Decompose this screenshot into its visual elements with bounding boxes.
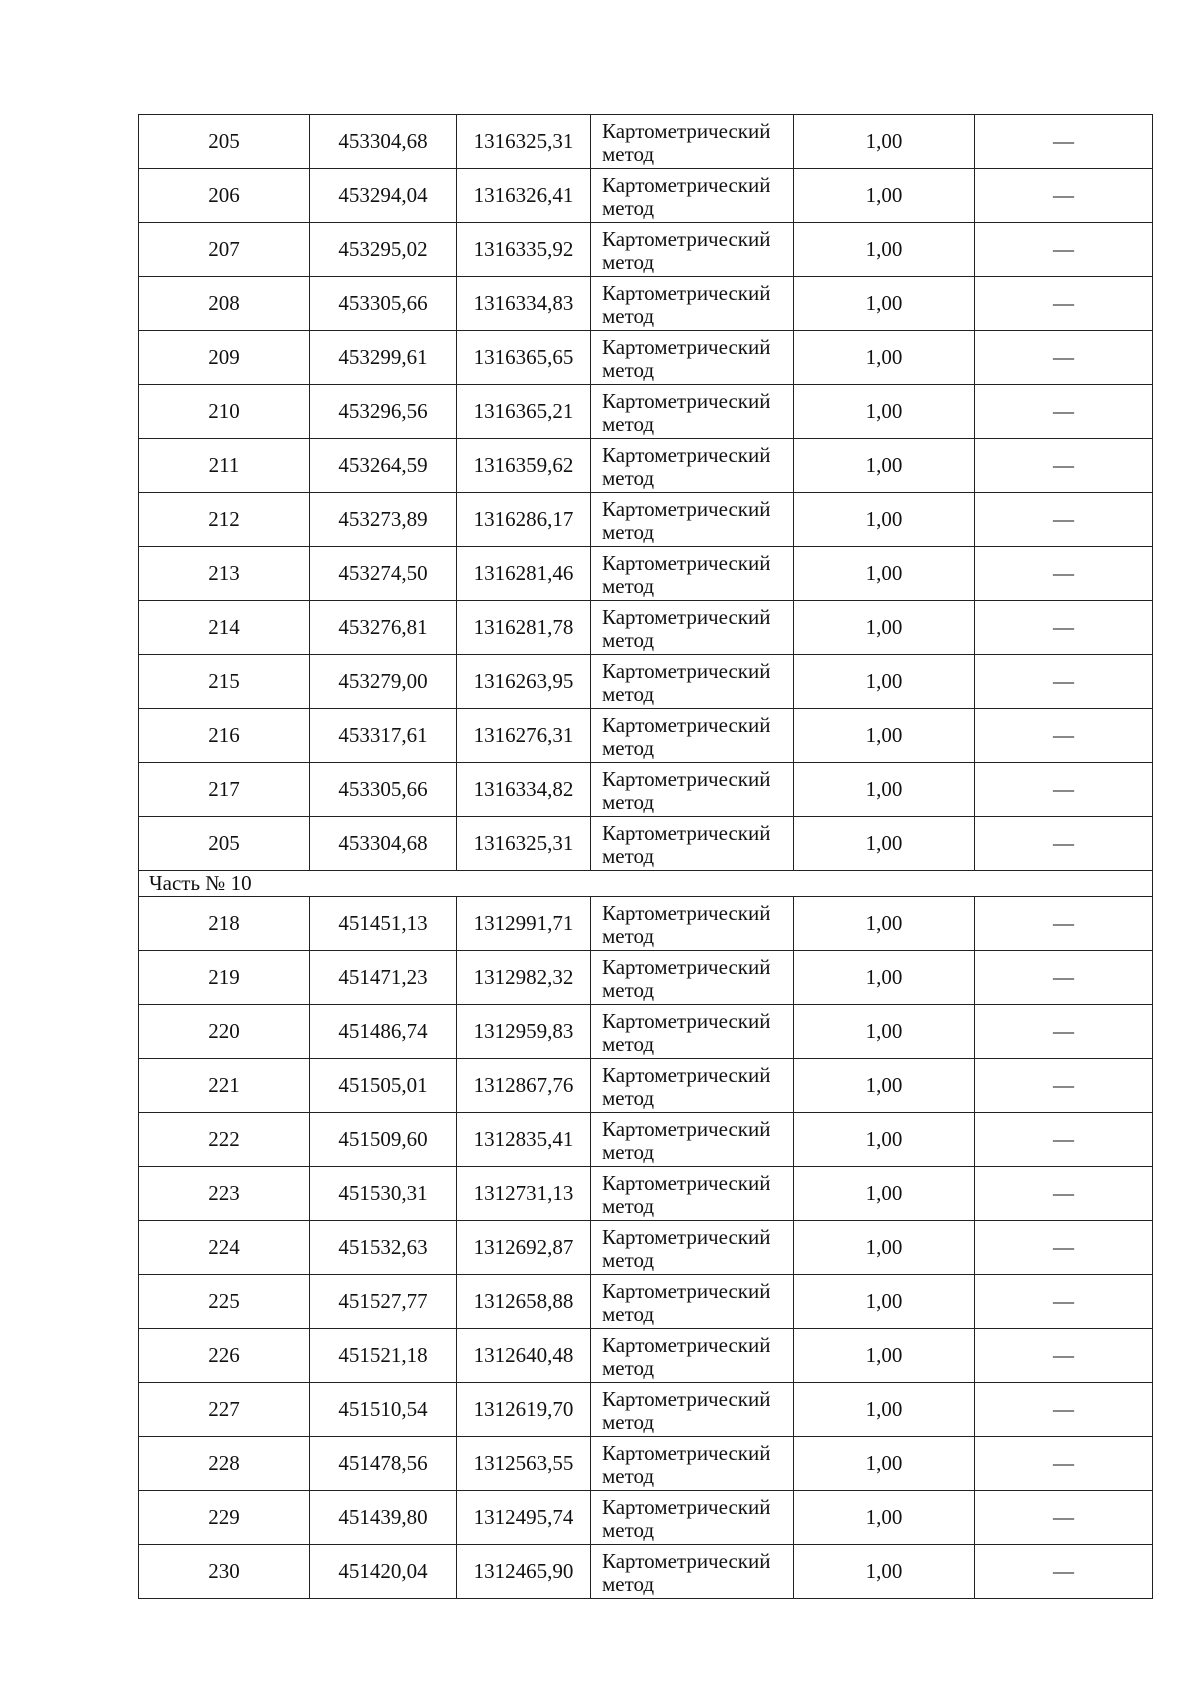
point-description: — xyxy=(975,547,1153,601)
coordinate-y: 1316276,31 xyxy=(457,709,591,763)
coordinate-y: 1312867,76 xyxy=(457,1059,591,1113)
coordinate-y: 1316359,62 xyxy=(457,439,591,493)
point-number: 208 xyxy=(139,277,310,331)
determination-method: Картометрический метод xyxy=(591,1329,794,1383)
accuracy-value: 1,00 xyxy=(794,1113,975,1167)
coordinate-y: 1312959,83 xyxy=(457,1005,591,1059)
accuracy-value: 1,00 xyxy=(794,169,975,223)
determination-method: Картометрический метод xyxy=(591,763,794,817)
coordinate-y: 1316286,17 xyxy=(457,493,591,547)
coordinate-y: 1316334,83 xyxy=(457,277,591,331)
determination-method: Картометрический метод xyxy=(591,1005,794,1059)
coordinate-y: 1312563,55 xyxy=(457,1437,591,1491)
point-number: 227 xyxy=(139,1383,310,1437)
coordinate-x: 453296,56 xyxy=(310,385,457,439)
point-number: 220 xyxy=(139,1005,310,1059)
determination-method: Картометрический метод xyxy=(591,817,794,871)
coordinate-x: 453273,89 xyxy=(310,493,457,547)
accuracy-value: 1,00 xyxy=(794,1275,975,1329)
table-row xyxy=(139,817,1153,871)
point-number: 210 xyxy=(139,385,310,439)
accuracy-value: 1,00 xyxy=(794,385,975,439)
point-description: — xyxy=(975,439,1153,493)
coordinate-y: 1316365,21 xyxy=(457,385,591,439)
table-row xyxy=(139,169,1153,223)
accuracy-value: 1,00 xyxy=(794,1545,975,1599)
accuracy-value: 1,00 xyxy=(794,1491,975,1545)
coordinate-x: 451486,74 xyxy=(310,1005,457,1059)
table-row xyxy=(139,1059,1153,1113)
point-number: 221 xyxy=(139,1059,310,1113)
section-label: Часть № 10 xyxy=(139,871,1153,897)
coordinate-y: 1316365,65 xyxy=(457,331,591,385)
point-description: — xyxy=(975,897,1153,951)
coordinate-y: 1316281,46 xyxy=(457,547,591,601)
table-row xyxy=(139,493,1153,547)
coordinates-table-body xyxy=(139,115,1153,1599)
point-number: 217 xyxy=(139,763,310,817)
coordinate-y: 1312495,74 xyxy=(457,1491,591,1545)
determination-method: Картометрический метод xyxy=(591,169,794,223)
point-description: — xyxy=(975,1113,1153,1167)
table-row xyxy=(139,897,1153,951)
accuracy-value: 1,00 xyxy=(794,1437,975,1491)
point-number: 215 xyxy=(139,655,310,709)
point-number: 214 xyxy=(139,601,310,655)
determination-method: Картометрический метод xyxy=(591,547,794,601)
table-row xyxy=(139,763,1153,817)
point-number: 205 xyxy=(139,817,310,871)
coordinate-x: 453274,50 xyxy=(310,547,457,601)
point-description: — xyxy=(975,709,1153,763)
coordinate-y: 1312835,41 xyxy=(457,1113,591,1167)
coordinate-x: 451478,56 xyxy=(310,1437,457,1491)
coordinate-x: 451510,54 xyxy=(310,1383,457,1437)
table-row xyxy=(139,115,1153,169)
accuracy-value: 1,00 xyxy=(794,1167,975,1221)
point-number: 224 xyxy=(139,1221,310,1275)
point-description: — xyxy=(975,115,1153,169)
table-row xyxy=(139,385,1153,439)
accuracy-value: 1,00 xyxy=(794,493,975,547)
coordinate-x: 451532,63 xyxy=(310,1221,457,1275)
coordinate-x: 451420,04 xyxy=(310,1545,457,1599)
table-row xyxy=(139,601,1153,655)
determination-method: Картометрический метод xyxy=(591,1437,794,1491)
coordinate-y: 1312692,87 xyxy=(457,1221,591,1275)
determination-method: Картометрический метод xyxy=(591,1221,794,1275)
coordinate-x: 453295,02 xyxy=(310,223,457,277)
table-row xyxy=(139,331,1153,385)
table-row xyxy=(139,1437,1153,1491)
table-row xyxy=(139,1005,1153,1059)
coordinate-x: 451471,23 xyxy=(310,951,457,1005)
point-number: 225 xyxy=(139,1275,310,1329)
accuracy-value: 1,00 xyxy=(794,1005,975,1059)
determination-method: Картометрический метод xyxy=(591,1275,794,1329)
point-number: 228 xyxy=(139,1437,310,1491)
determination-method: Картометрический метод xyxy=(591,115,794,169)
point-number: 216 xyxy=(139,709,310,763)
coordinate-x: 453294,04 xyxy=(310,169,457,223)
point-description: — xyxy=(975,1275,1153,1329)
determination-method: Картометрический метод xyxy=(591,1545,794,1599)
coordinate-y: 1312731,13 xyxy=(457,1167,591,1221)
accuracy-value: 1,00 xyxy=(794,1383,975,1437)
point-number: 206 xyxy=(139,169,310,223)
table-row xyxy=(139,1383,1153,1437)
point-description: — xyxy=(975,817,1153,871)
table-row xyxy=(139,709,1153,763)
point-description: — xyxy=(975,951,1153,1005)
coordinate-y: 1316326,41 xyxy=(457,169,591,223)
point-number: 218 xyxy=(139,897,310,951)
determination-method: Картометрический метод xyxy=(591,1113,794,1167)
coordinate-x: 451451,13 xyxy=(310,897,457,951)
point-number: 229 xyxy=(139,1491,310,1545)
point-description: — xyxy=(975,331,1153,385)
point-number: 211 xyxy=(139,439,310,493)
point-number: 207 xyxy=(139,223,310,277)
accuracy-value: 1,00 xyxy=(794,547,975,601)
table-row xyxy=(139,1275,1153,1329)
accuracy-value: 1,00 xyxy=(794,277,975,331)
point-description: — xyxy=(975,1383,1153,1437)
coordinate-y: 1312465,90 xyxy=(457,1545,591,1599)
point-description: — xyxy=(975,493,1153,547)
determination-method: Картометрический метод xyxy=(591,655,794,709)
coordinate-y: 1312982,32 xyxy=(457,951,591,1005)
table-row xyxy=(139,439,1153,493)
accuracy-value: 1,00 xyxy=(794,439,975,493)
coordinate-y: 1312991,71 xyxy=(457,897,591,951)
accuracy-value: 1,00 xyxy=(794,763,975,817)
coordinate-x: 453305,66 xyxy=(310,763,457,817)
point-description: — xyxy=(975,385,1153,439)
point-number: 222 xyxy=(139,1113,310,1167)
point-number: 205 xyxy=(139,115,310,169)
table-row xyxy=(139,1221,1153,1275)
coordinate-x: 451521,18 xyxy=(310,1329,457,1383)
coordinates-table xyxy=(138,114,1153,1599)
coordinate-x: 453304,68 xyxy=(310,817,457,871)
coordinate-y: 1316263,95 xyxy=(457,655,591,709)
point-description: — xyxy=(975,277,1153,331)
accuracy-value: 1,00 xyxy=(794,331,975,385)
table-row xyxy=(139,1167,1153,1221)
point-description: — xyxy=(975,169,1153,223)
point-number: 209 xyxy=(139,331,310,385)
determination-method: Картометрический метод xyxy=(591,1383,794,1437)
point-description: — xyxy=(975,223,1153,277)
coordinate-x: 451509,60 xyxy=(310,1113,457,1167)
coordinate-y: 1316334,82 xyxy=(457,763,591,817)
coordinate-y: 1316335,92 xyxy=(457,223,591,277)
accuracy-value: 1,00 xyxy=(794,951,975,1005)
determination-method: Картометрический метод xyxy=(591,709,794,763)
accuracy-value: 1,00 xyxy=(794,1059,975,1113)
accuracy-value: 1,00 xyxy=(794,709,975,763)
table-row xyxy=(139,1113,1153,1167)
accuracy-value: 1,00 xyxy=(794,223,975,277)
coordinate-x: 453304,68 xyxy=(310,115,457,169)
coordinate-y: 1312640,48 xyxy=(457,1329,591,1383)
coordinate-x: 451439,80 xyxy=(310,1491,457,1545)
accuracy-value: 1,00 xyxy=(794,1221,975,1275)
point-description: — xyxy=(975,1437,1153,1491)
coordinate-y: 1316325,31 xyxy=(457,115,591,169)
determination-method: Картометрический метод xyxy=(591,223,794,277)
determination-method: Картометрический метод xyxy=(591,1491,794,1545)
coordinate-y: 1316281,78 xyxy=(457,601,591,655)
point-description: — xyxy=(975,1491,1153,1545)
coordinate-y: 1316325,31 xyxy=(457,817,591,871)
accuracy-value: 1,00 xyxy=(794,601,975,655)
determination-method: Картометрический метод xyxy=(591,331,794,385)
table-row xyxy=(139,1545,1153,1599)
point-description: — xyxy=(975,1005,1153,1059)
point-number: 219 xyxy=(139,951,310,1005)
determination-method: Картометрический метод xyxy=(591,897,794,951)
point-description: — xyxy=(975,1221,1153,1275)
coordinate-x: 453317,61 xyxy=(310,709,457,763)
table-row xyxy=(139,951,1153,1005)
coordinate-x: 453264,59 xyxy=(310,439,457,493)
point-number: 212 xyxy=(139,493,310,547)
point-description: — xyxy=(975,1059,1153,1113)
determination-method: Картометрический метод xyxy=(591,493,794,547)
point-number: 230 xyxy=(139,1545,310,1599)
coordinate-x: 453305,66 xyxy=(310,277,457,331)
table-row xyxy=(139,277,1153,331)
point-number: 226 xyxy=(139,1329,310,1383)
point-description: — xyxy=(975,655,1153,709)
table-row xyxy=(139,1329,1153,1383)
point-number: 223 xyxy=(139,1167,310,1221)
coordinate-x: 451505,01 xyxy=(310,1059,457,1113)
table-row xyxy=(139,655,1153,709)
accuracy-value: 1,00 xyxy=(794,817,975,871)
determination-method: Картометрический метод xyxy=(591,385,794,439)
section-row xyxy=(139,871,1153,897)
coordinate-x: 453299,61 xyxy=(310,331,457,385)
table-row xyxy=(139,223,1153,277)
point-description: — xyxy=(975,601,1153,655)
table-row xyxy=(139,1491,1153,1545)
point-description: — xyxy=(975,1329,1153,1383)
table-row xyxy=(139,547,1153,601)
accuracy-value: 1,00 xyxy=(794,897,975,951)
determination-method: Картометрический метод xyxy=(591,277,794,331)
determination-method: Картометрический метод xyxy=(591,1059,794,1113)
determination-method: Картометрический метод xyxy=(591,951,794,1005)
point-description: — xyxy=(975,1545,1153,1599)
coordinate-x: 453279,00 xyxy=(310,655,457,709)
accuracy-value: 1,00 xyxy=(794,1329,975,1383)
coordinate-y: 1312619,70 xyxy=(457,1383,591,1437)
point-description: — xyxy=(975,763,1153,817)
determination-method: Картометрический метод xyxy=(591,439,794,493)
coordinate-x: 453276,81 xyxy=(310,601,457,655)
accuracy-value: 1,00 xyxy=(794,115,975,169)
point-description: — xyxy=(975,1167,1153,1221)
determination-method: Картометрический метод xyxy=(591,1167,794,1221)
coordinate-x: 451527,77 xyxy=(310,1275,457,1329)
coordinate-x: 451530,31 xyxy=(310,1167,457,1221)
coordinate-y: 1312658,88 xyxy=(457,1275,591,1329)
determination-method: Картометрический метод xyxy=(591,601,794,655)
accuracy-value: 1,00 xyxy=(794,655,975,709)
point-number: 213 xyxy=(139,547,310,601)
